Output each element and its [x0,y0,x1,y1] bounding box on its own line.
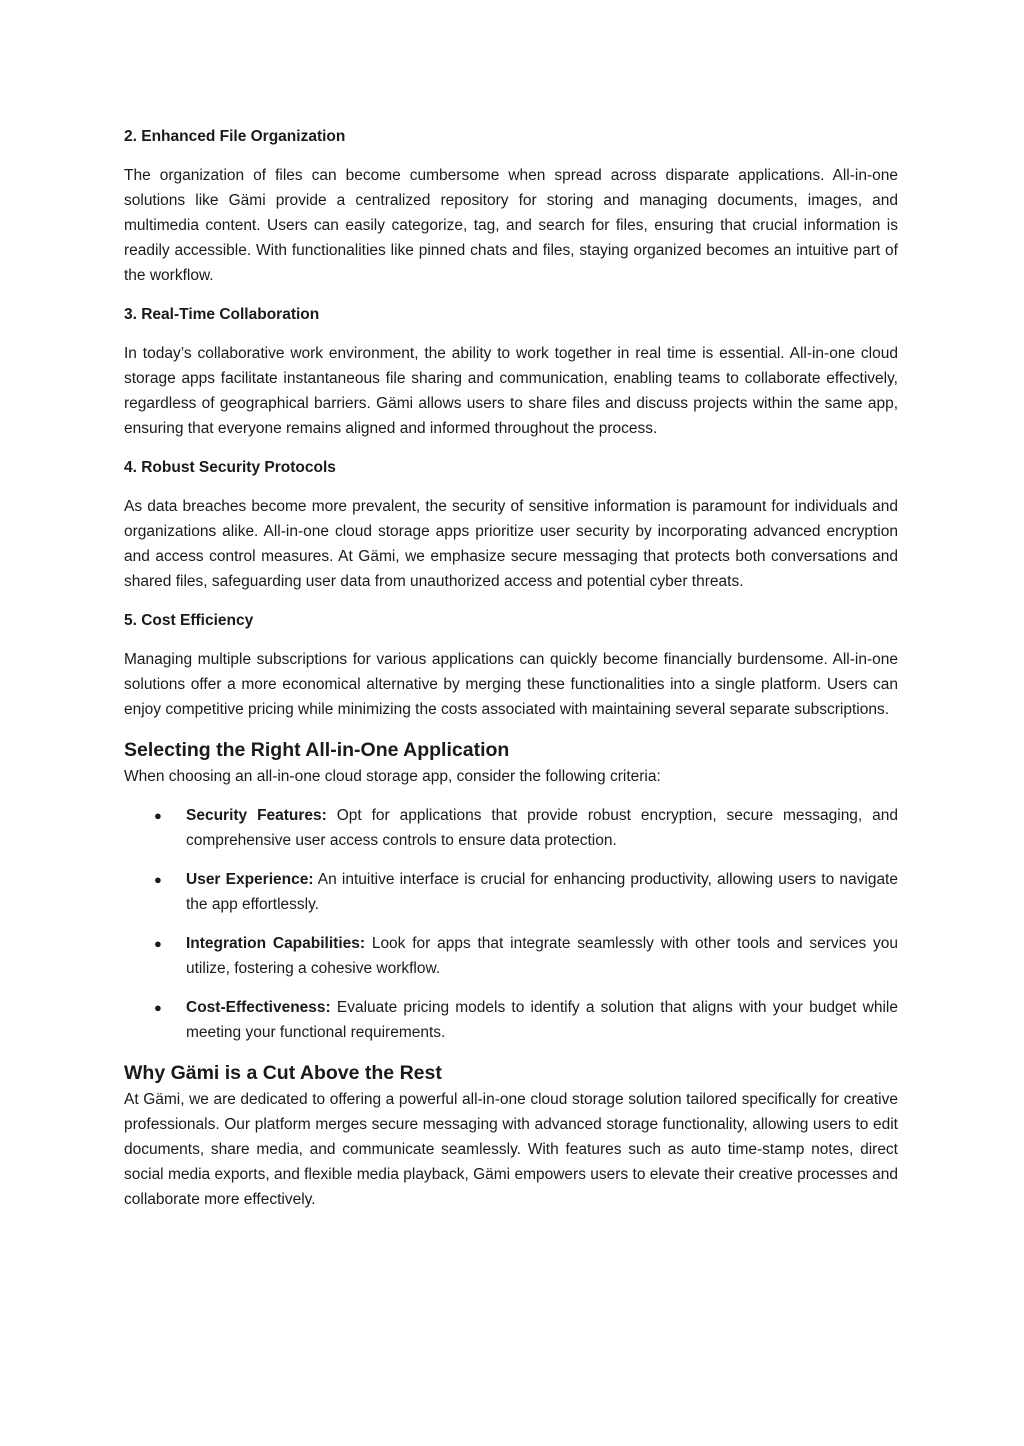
selecting-app-intro: When choosing an all-in-one cloud storage app, consider the following criteria: [124,768,661,785]
bullet-icon: ● [154,872,162,887]
bullet-icon: ● [154,936,162,951]
criteria-label: Cost-Effectiveness: [186,999,331,1016]
why-gami-title: Why Gämi is a Cut Above the Rest [124,1062,442,1084]
criteria-label: Security Features: [186,807,327,824]
section-body-file-organization: The organization of files can become cumbersome when spread across disparate applications. All-in-one solutions like Gämi provide a centralized repository for storing and managing documents, images, and multimedia content. Users can easily categorize, tag, and search for files, ensuring that crucial information is readily accessible. With functionalities like pinned chats and files, staying organized becomes an intuitive part of the workflow. [124,167,898,284]
section-heading-cost-efficiency: 5. Cost Efficiency [124,612,254,629]
section-body-cost-efficiency: Managing multiple subscriptions for various applications can quickly become financially burdensome. All-in-one solutions offer a more economical alternative by merging these functionalities into a single platform. Users can enjoy competitive pricing while minimizing the costs associated with maintaining several separate subscriptions. [124,651,898,718]
section-body-real-time-collaboration: In today’s collaborative work environment, the ability to work together in real time is essential. All-in-one cloud storage apps facilitate instantaneous file sharing and communication, enabling teams to collaborate effectively, regardless of geographical barriers. Gämi allows users to share files and discuss projects within the same app, ensuring that everyone remains aligned and informed throughout the process. [124,345,898,437]
selecting-app-title: Selecting the Right All-in-One Application [124,739,510,761]
bullet-icon: ● [154,1000,162,1015]
criteria-list [124,803,898,1045]
section-heading-file-organization: 2. Enhanced File Organization [124,128,346,145]
criteria-text: Opt for applications that provide robust encryption, secure messaging, and comprehensive user access controls to ensure data protection. [186,807,898,849]
list-item [124,867,898,917]
criteria-text: Evaluate pricing models to identify a solution that aligns with your budget while meeting your functional requirements. [186,999,898,1041]
criteria-text: Look for apps that integrate seamlessly with other tools and services you utilize, fostering a cohesive workflow. [186,935,898,977]
document-page [124,124,898,1226]
section-heading-security-protocols: 4. Robust Security Protocols [124,459,336,476]
criteria-text: An intuitive interface is crucial for enhancing productivity, allowing users to navigate the app effortlessly. [186,871,898,913]
bullet-icon: ● [154,808,162,823]
section-heading-real-time-collaboration: 3. Real-Time Collaboration [124,306,320,323]
list-item [124,995,898,1045]
criteria-label: Integration Capabilities: [186,935,366,952]
why-gami-body: At Gämi, we are dedicated to offering a powerful all-in-one cloud storage solution tailored specifically for creative professionals. Our platform merges secure messaging with advanced storage functionality, allowing users to edit documents, share media, and communicate seamlessly. With features such as auto time-stamp notes, direct social media exports, and flexible media playback, Gämi empowers users to elevate their creative processes and collaborate more effectively. [124,1091,898,1208]
list-item [124,931,898,981]
section-body-security-protocols: As data breaches become more prevalent, the security of sensitive information is paramount for individuals and organizations alike. All-in-one cloud storage apps prioritize user security by incorporating advanced encryption and access control measures. At Gämi, we emphasize secure messaging that protects both conversations and shared files, safeguarding user data from unauthorized access and potential cyber threats. [124,498,898,590]
list-item [124,803,898,853]
criteria-label: User Experience: [186,871,314,888]
